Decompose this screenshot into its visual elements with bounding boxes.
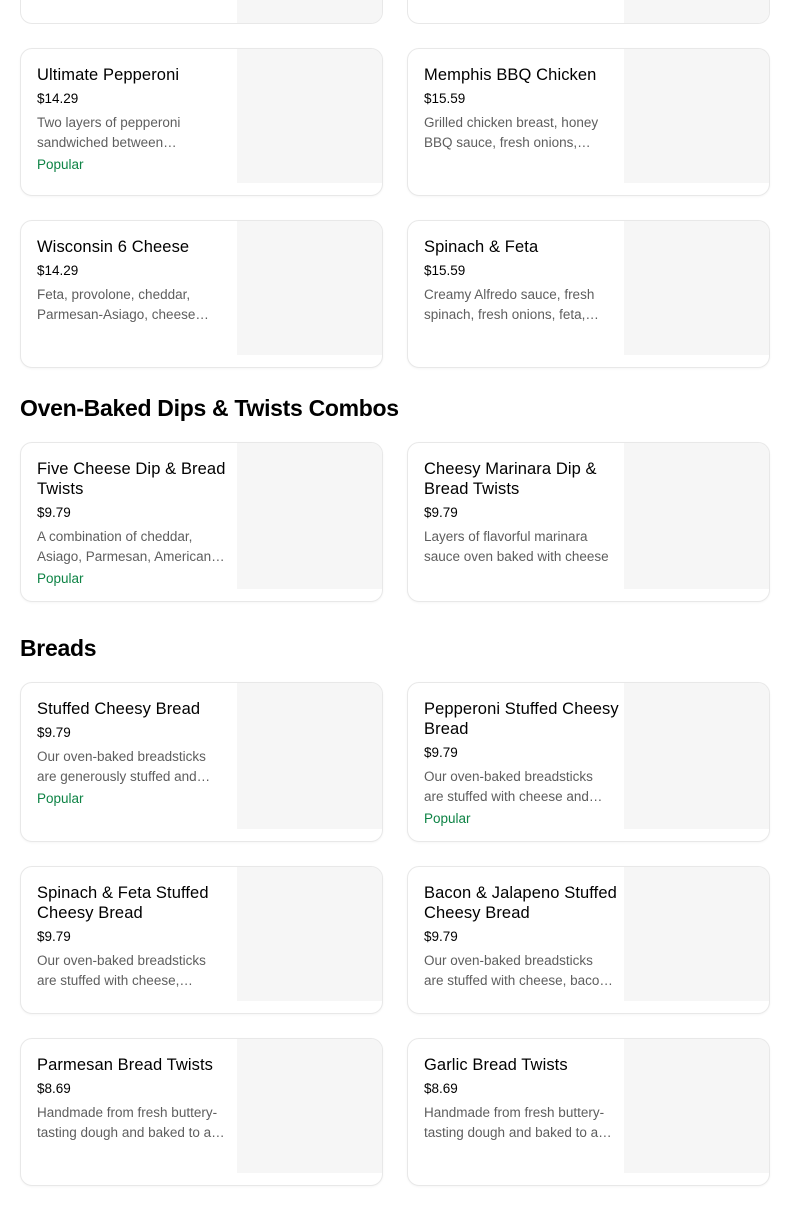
menu-item-card[interactable] [20,866,383,1014]
item-price: $9.79 [424,929,458,944]
pizza-items-grid [0,48,804,368]
popular-badge: Popular [37,157,84,172]
item-description: Our oven-baked breadsticks are stuffed with cheese and [424,769,593,804]
item-description: Our oven-baked breadsticks are generously stuffed and [37,749,206,784]
item-image [624,49,769,183]
item-price: $8.69 [424,1081,458,1096]
item-price: $9.79 [424,505,458,520]
dips-items-grid [0,442,804,602]
item-image [237,443,382,589]
item-price: $15.59 [424,91,466,106]
section-title-breads: Breads [20,635,97,661]
popular-badge: Popular [424,811,471,826]
menu-item-card[interactable] [407,1038,770,1186]
item-description: Our oven-baked breadsticks are stuffed with cheese, [37,953,206,988]
item-name: Bacon & Jalapeno Stuffed Cheesy Bread [424,884,617,922]
menu-item-card[interactable] [407,442,770,602]
item-name: Spinach & Feta [424,238,539,256]
menu-item-card[interactable] [20,0,383,24]
item-price: $14.29 [37,263,79,278]
item-description: Grilled chicken breast, honey BBQ sauce, fresh onions, [424,115,599,150]
menu-item-card[interactable] [20,682,383,842]
item-price: $9.79 [37,929,71,944]
item-description: Handmade from fresh buttery-tasting dough and baked to a [424,1105,605,1140]
menu-item-card[interactable] [20,442,383,602]
item-name: Ultimate Pepperoni [37,66,180,84]
top-partial-row [0,0,804,24]
item-name: Wisconsin 6 Cheese [37,238,190,256]
menu-item-card[interactable] [407,0,770,24]
popular-badge: Popular [37,571,84,586]
item-name: Parmesan Bread Twists [37,1056,214,1074]
item-image [237,867,382,1001]
menu-item-card[interactable] [20,1038,383,1186]
item-image [624,0,769,23]
item-description: Handmade from fresh buttery-tasting dough and baked to a [37,1105,218,1140]
item-image [237,0,382,23]
item-price: $8.69 [37,1081,71,1096]
menu-item-card[interactable] [407,48,770,196]
item-image [624,683,769,829]
item-description: Two layers of pepperoni sandwiched between [37,115,181,150]
item-image [237,221,382,355]
item-name: Memphis BBQ Chicken [424,66,597,84]
menu-item-card[interactable] [407,866,770,1014]
popular-badge: Popular [37,791,84,806]
item-price: $14.29 [37,91,79,106]
menu-item-card[interactable] [20,48,383,196]
item-image [624,443,769,589]
item-name: Stuffed Cheesy Bread [37,700,201,718]
item-description: Our oven-baked breadsticks are stuffed with cheese, bacon [424,953,607,988]
item-price: $9.79 [37,505,71,520]
item-description: Feta, provolone, cheddar, Parmesan-Asiago, cheese [37,287,196,322]
item-description: Layers of flavorful marinara sauce oven baked with cheese [424,529,609,564]
item-price: $9.79 [37,725,71,740]
menu-item-card[interactable] [20,220,383,368]
item-price: $15.59 [424,263,466,278]
item-name: Spinach & Feta Stuffed Cheesy Bread [37,884,209,922]
item-name: Pepperoni Stuffed Cheesy Bread [424,700,619,738]
item-image [624,1039,769,1173]
item-image [237,683,382,829]
item-name: Five Cheese Dip & Bread Twists [37,460,226,498]
menu-item-card[interactable] [407,682,770,842]
section-title-dips: Oven-Baked Dips & Twists Combos [20,395,399,421]
item-description: Creamy Alfredo sauce, fresh spinach, fresh onions, feta, [424,287,595,322]
item-description: A combination of cheddar, Asiago, Parmesan, American [37,529,212,564]
item-name: Cheesy Marinara Dip & Bread Twists [424,460,597,498]
breads-items-grid [0,682,804,1206]
item-image [237,49,382,183]
item-name: Garlic Bread Twists [424,1056,568,1074]
item-image [624,221,769,355]
item-image [237,1039,382,1173]
menu-item-card[interactable] [407,220,770,368]
item-image [624,867,769,1001]
item-price: $9.79 [424,745,458,760]
